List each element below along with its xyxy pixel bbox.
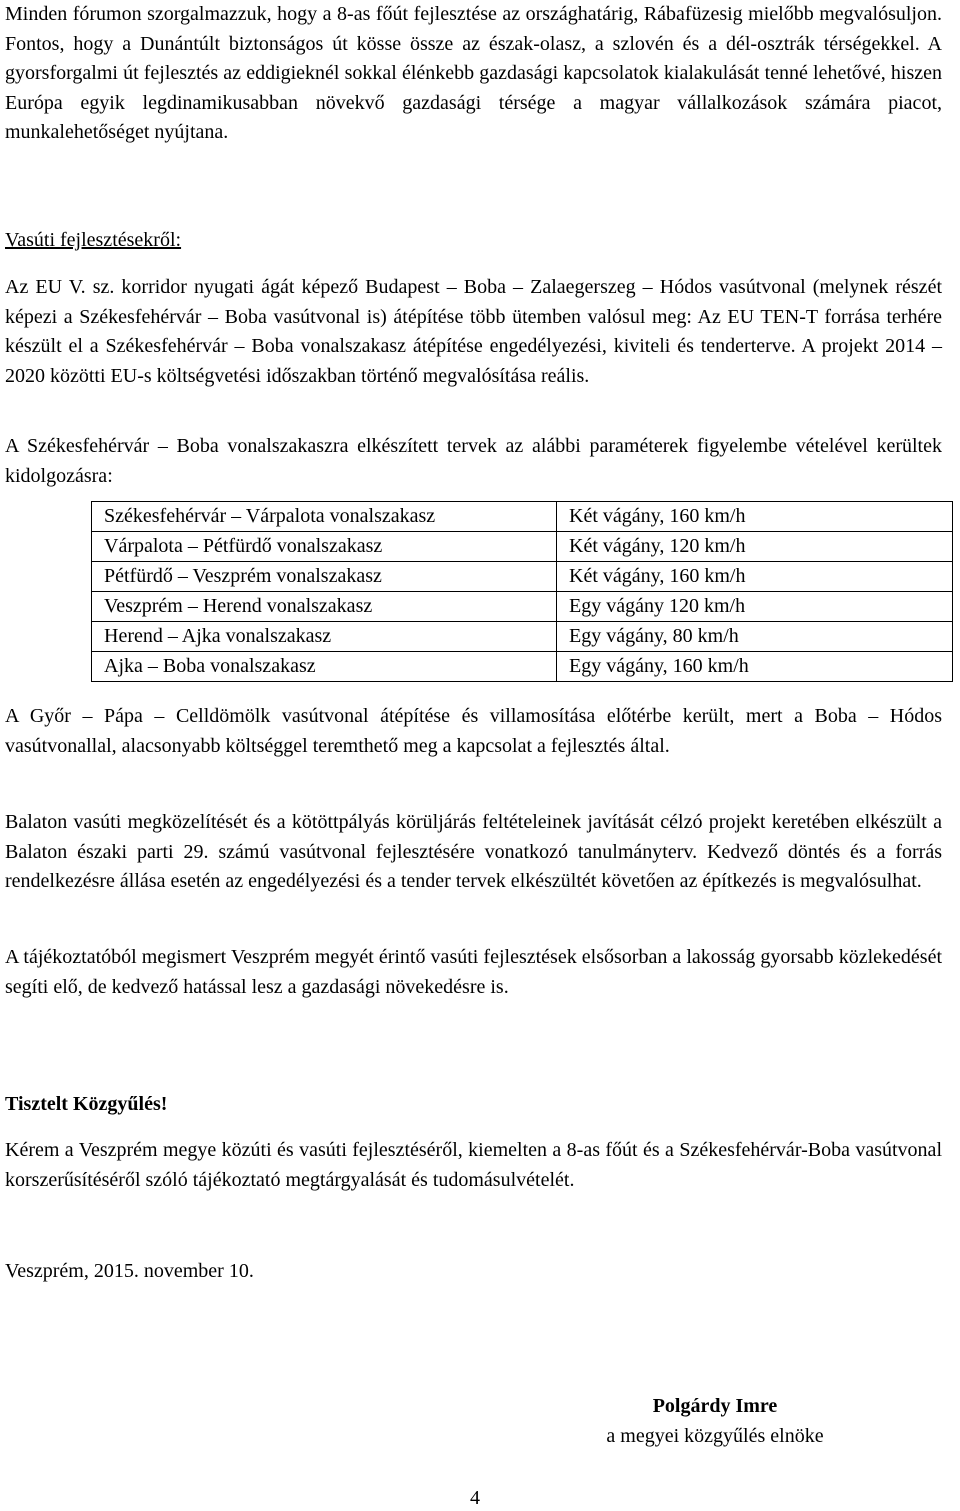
signatory-title: a megyei közgyűlés elnöke xyxy=(606,1425,824,1447)
table-row xyxy=(92,502,953,532)
rail-heading: Vasúti fejlesztésekről: xyxy=(5,229,182,251)
parameter-cell: Egy vágány 120 km/h xyxy=(557,592,953,622)
signatory-name: Polgárdy Imre xyxy=(652,1395,778,1417)
intro-paragraph: Minden fórumon szorgalmazzuk, hogy a 8-as főút fejlesztése az országhatárig, Rábafüzesig mielőbb megvalósuljon. Fontos, hogy a Dunántúlt biztonságos út kösse össze az észak-olasz, a szlovén és a dél-osztrák térségekkel. A gyorsforgalmi út fejlesztés az eddigieknél sokkal élénkebb gazdasági kapcsolatok kialakulását tenné lehetővé, hiszen Európa egyik legdinamikusabban növekvő gazdasági térsége a magyar vállalkozások számára piacot, munkalehetőséget nyújtana. xyxy=(5,3,942,143)
summary-paragraph: A tájékoztatóból megismert Veszprém megyét érintő vasúti fejlesztések elsősorban a lakosság gyorsabb közlekedését segíti elő, de kedvező hatással lesz a gazdasági növekedésre is. xyxy=(5,946,942,998)
plans-paragraph: A Székesfehérvár – Boba vonalszakaszra elkészített tervek az alábbi paraméterek figyelembe vételével kerültek kidolgozásra: xyxy=(5,435,942,487)
table-row xyxy=(92,652,953,682)
request-paragraph: Kérem a Veszprém megye közúti és vasúti fejlesztéséről, kiemelten a 8-as főút és a Székesfehérvár-Boba vasútvonal korszerűsítéséről szóló tájékoztató megtárgyalását és tudomásulvételét. xyxy=(5,1139,942,1191)
parameter-cell: Egy vágány, 160 km/h xyxy=(557,652,953,682)
parameter-cell: Két vágány, 160 km/h xyxy=(557,562,953,592)
gyor-papa-paragraph: A Győr – Pápa – Celldömölk vasútvonal átépítése és villamosítása előtérbe került, mert a Boba – Hódos vasútvonallal, alacsonyabb költséggel teremthető meg a kapcsolat a fejlesztés által. xyxy=(5,705,942,757)
parameter-cell: Egy vágány, 80 km/h xyxy=(557,622,953,652)
section-cell: Székesfehérvár – Várpalota vonalszakasz xyxy=(92,502,557,532)
page-number: 4 xyxy=(470,1487,480,1509)
table-row xyxy=(92,532,953,562)
signature-block xyxy=(560,1391,870,1451)
section-cell: Veszprém – Herend vonalszakasz xyxy=(92,592,557,622)
table-row xyxy=(92,592,953,622)
corridor-paragraph: Az EU V. sz. korridor nyugati ágát képező Budapest – Boba – Zalaegerszeg – Hódos vasútvonal (melynek részét képezi a Székesfehérvár – Boba vasútvonal is) átépítése több ütemben valósul meg: Az EU TEN-T forrása terhére készült el a Székesfehérvár – Boba vonalszakasz átépítése engedélyezési, kiviteli és tenderterve. A projekt 2014 – 2020 közötti EU-s költségvetési időszakban történő megvalósítása reális. xyxy=(5,276,942,387)
table-row xyxy=(92,562,953,592)
table-row xyxy=(92,622,953,652)
section-cell: Várpalota – Pétfürdő vonalszakasz xyxy=(92,532,557,562)
parameters-table xyxy=(91,501,953,682)
parameter-cell: Két vágány, 160 km/h xyxy=(557,502,953,532)
section-cell: Ajka – Boba vonalszakasz xyxy=(92,652,557,682)
date-line: Veszprém, 2015. november 10. xyxy=(5,1260,254,1282)
salutation: Tisztelt Közgyűlés! xyxy=(5,1093,168,1115)
parameter-cell: Két vágány, 120 km/h xyxy=(557,532,953,562)
section-cell: Herend – Ajka vonalszakasz xyxy=(92,622,557,652)
section-cell: Pétfürdő – Veszprém vonalszakasz xyxy=(92,562,557,592)
balaton-paragraph: Balaton vasúti megközelítését és a kötöttpályás körüljárás feltételeinek javítását célzó projekt keretében elkészült a Balaton északi parti 29. számú vasútvonal fejlesztésére vonatkozó tanulmányterv. Kedvező döntés és a forrás rendelkezésre állása esetén az engedélyezési és a tender tervek elkészültét követően az építkezés is megvalósulhat. xyxy=(5,811,942,892)
